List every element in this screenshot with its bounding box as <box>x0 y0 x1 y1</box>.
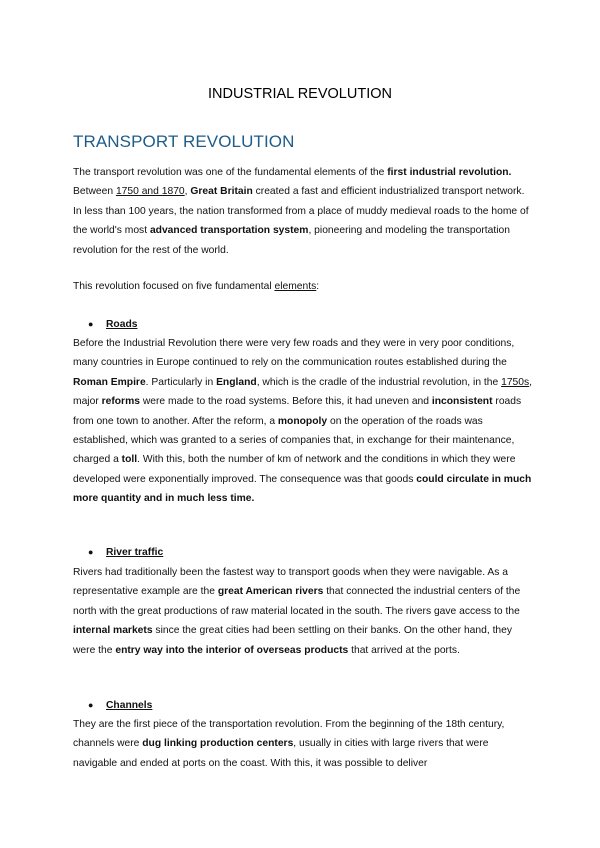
text-run: roads from one town to another. After the reform, a <box>73 396 522 427</box>
text-run: Rivers had traditionally been the fastest way to transport goods when they were navigable. As a representative example are the <box>73 567 509 598</box>
bold-run: entry way into the interior of overseas products <box>115 644 349 656</box>
underlined-run: elements <box>274 281 317 292</box>
text-run: They are the first piece of the transportation revolution. From the beginning of the 18th century, channels were <box>73 719 505 750</box>
bold-run: great American rivers <box>217 586 324 598</box>
bullet-dot-icon: ● <box>88 547 94 557</box>
text-run: that connected the industrial centers of the north with the great productions of raw material located in the south. The rivers gave access to the <box>73 586 521 617</box>
bullet-dot-icon: ● <box>88 319 94 329</box>
bold-run: dug linking production centers <box>142 738 294 750</box>
text-run: . With this, both the number of km of network and the conditions in which they were developed were exponentially improved. The consequence was that goods <box>73 454 516 485</box>
text-run: , usually in cities with large rivers that were navigable and ended at ports on the coast. With this, it was possible to deliver <box>73 738 489 769</box>
text-run: , <box>184 186 191 198</box>
text-run: , major <box>73 376 533 408</box>
bold-run: internal markets <box>73 625 153 637</box>
channels-paragraph <box>73 715 533 773</box>
bold-run: Roman Empire <box>73 376 146 388</box>
bullet-label: River traffic <box>106 547 164 558</box>
bold-run: inconsistent <box>431 396 493 408</box>
bullet-dot-icon: ● <box>88 700 94 710</box>
bold-run: first industrial revolution. <box>387 167 512 178</box>
text-run: Before the Industrial Revolution there were very few roads and they were in very poor conditions, many countries in Europe continued to rely on the communication routes established during the <box>73 338 515 369</box>
section-heading: TRANSPORT REVOLUTION <box>73 132 295 151</box>
bullet-river-traffic <box>88 547 163 558</box>
intro-paragraph <box>73 163 533 260</box>
text-run: : <box>316 281 320 292</box>
text-run: were made to the road systems. Before this, it had uneven and <box>139 396 432 408</box>
underlined-run: 1750s <box>501 376 530 388</box>
text-run: on the operation of the roads was established, which was granted to a series of companies that, in exchange for their maintenance, charged a <box>73 415 515 466</box>
bold-run: reforms <box>101 396 140 408</box>
bullet-label: Channels <box>106 700 153 711</box>
page-title: INDUSTRIAL REVOLUTION <box>208 86 392 102</box>
bullet-label: Roads <box>106 319 138 330</box>
text-run: since the great cities had been settling on their banks. On the other hand, they were the <box>73 625 513 656</box>
focus-paragraph <box>73 277 533 296</box>
text-run: The transport revolution was one of the fundamental elements of the <box>73 167 388 178</box>
bold-run: could circulate in much more quantity and in much less time. <box>73 473 532 505</box>
bold-run: advanced transportation system <box>149 225 309 237</box>
text-run: . Particularly in <box>145 376 217 388</box>
text-run: This revolution focused on five fundamental <box>73 281 275 292</box>
roads-paragraph <box>73 334 533 509</box>
bold-run: England <box>216 376 257 388</box>
text-run: created a fast and efficient industrialized transport network. In less than 100 years, the nation transformed from a place of muddy medieval roads to the home of the world's most <box>73 186 529 237</box>
bold-run: toll <box>121 454 138 466</box>
text-run: Between <box>73 186 116 198</box>
text-run: , pioneering and modeling the transportation revolution for the rest of the world. <box>73 225 510 256</box>
underlined-run: 1750 and 1870 <box>115 186 185 198</box>
bold-run: Great Britain <box>190 186 253 198</box>
river-traffic-paragraph <box>73 563 533 660</box>
bullet-roads <box>88 319 137 330</box>
bold-run: monopoly <box>277 415 328 427</box>
bullet-channels <box>88 700 152 711</box>
text-run: that arrived at the ports. <box>348 644 460 656</box>
text-run: , which is the cradle of the industrial revolution, in the <box>256 376 502 388</box>
